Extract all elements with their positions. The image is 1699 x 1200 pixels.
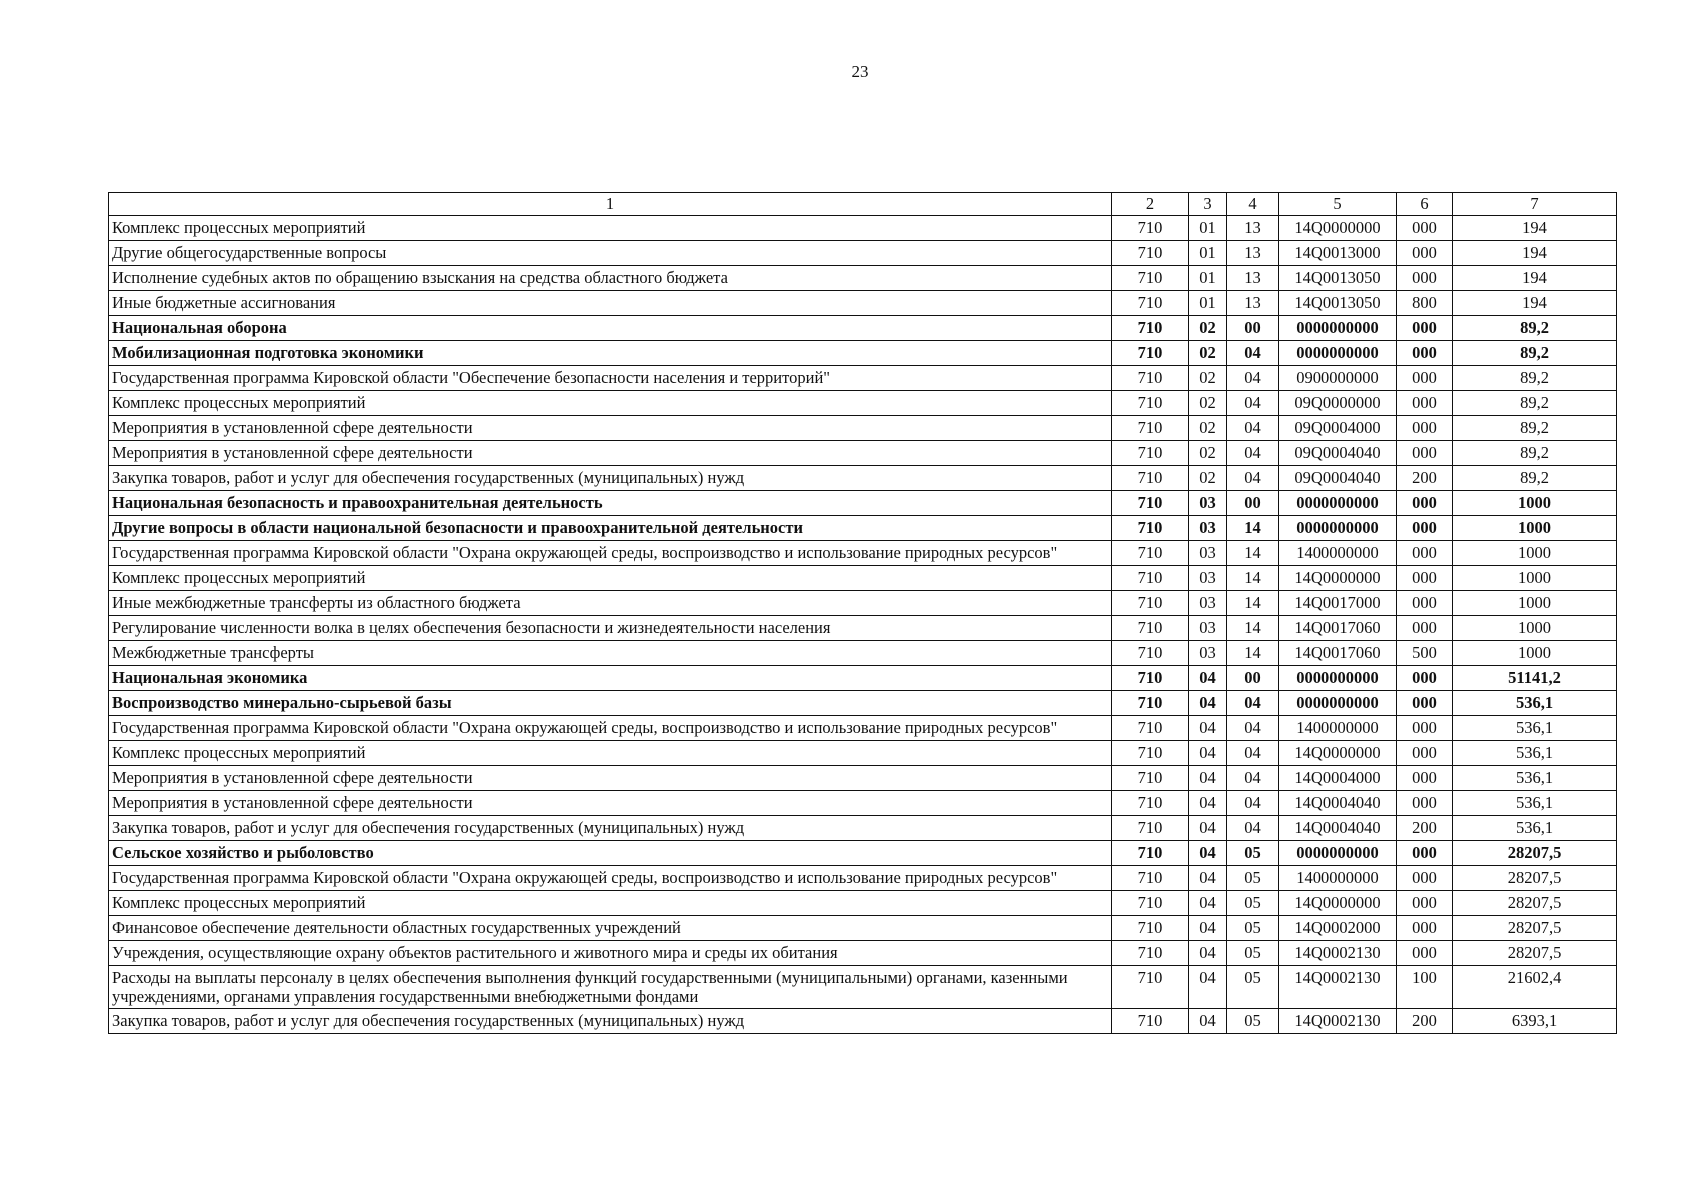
code-4-cell: 14	[1227, 566, 1279, 591]
amount-cell: 28207,5	[1453, 866, 1617, 891]
amount-cell: 194	[1453, 266, 1617, 291]
table-row	[109, 816, 1617, 841]
code-2-cell: 710	[1112, 316, 1189, 341]
table-row	[109, 241, 1617, 266]
code-5-cell: 09Q0004000	[1279, 416, 1397, 441]
code-6-cell: 200	[1397, 816, 1453, 841]
code-6-cell: 000	[1397, 891, 1453, 916]
code-2-cell: 710	[1112, 241, 1189, 266]
code-2-cell: 710	[1112, 366, 1189, 391]
column-header: 2	[1112, 193, 1189, 216]
code-6-cell: 000	[1397, 866, 1453, 891]
code-3-cell: 04	[1189, 941, 1227, 966]
row-name-cell: Государственная программа Кировской области "Обеспечение безопасности населения и территорий"	[109, 366, 1112, 391]
row-name-cell: Учреждения, осуществляющие охрану объектов растительного и животного мира и среды их обитания	[109, 941, 1112, 966]
code-4-cell: 13	[1227, 216, 1279, 241]
code-4-cell: 14	[1227, 616, 1279, 641]
code-2-cell: 710	[1112, 616, 1189, 641]
code-4-cell: 04	[1227, 341, 1279, 366]
code-6-cell: 000	[1397, 766, 1453, 791]
row-name-cell: Воспроизводство минерально-сырьевой базы	[109, 691, 1112, 716]
amount-cell: 28207,5	[1453, 916, 1617, 941]
amount-cell: 1000	[1453, 616, 1617, 641]
row-name-cell: Мероприятия в установленной сфере деятельности	[109, 766, 1112, 791]
code-3-cell: 03	[1189, 616, 1227, 641]
code-3-cell: 04	[1189, 766, 1227, 791]
code-2-cell: 710	[1112, 941, 1189, 966]
column-header: 5	[1279, 193, 1397, 216]
row-name-cell: Расходы на выплаты персоналу в целях обеспечения выполнения функций государственными (муниципальными) органами, казенными учреждениями, органами управления государственными внебюджетными фондами	[109, 966, 1112, 1009]
table-body	[109, 216, 1617, 1034]
table-row	[109, 391, 1617, 416]
code-5-cell: 14Q0013050	[1279, 291, 1397, 316]
code-4-cell: 04	[1227, 466, 1279, 491]
code-2-cell: 710	[1112, 641, 1189, 666]
code-5-cell: 09Q0004040	[1279, 466, 1397, 491]
code-2-cell: 710	[1112, 916, 1189, 941]
code-5-cell: 14Q0004040	[1279, 816, 1397, 841]
amount-cell: 536,1	[1453, 791, 1617, 816]
code-6-cell: 000	[1397, 541, 1453, 566]
amount-cell: 194	[1453, 291, 1617, 316]
page-number: 23	[851, 62, 869, 81]
code-6-cell: 000	[1397, 316, 1453, 341]
code-3-cell: 03	[1189, 491, 1227, 516]
code-3-cell: 04	[1189, 716, 1227, 741]
code-3-cell: 04	[1189, 741, 1227, 766]
code-2-cell: 710	[1112, 341, 1189, 366]
code-2-cell: 710	[1112, 391, 1189, 416]
code-4-cell: 13	[1227, 266, 1279, 291]
row-name-cell: Межбюджетные трансферты	[109, 641, 1112, 666]
code-5-cell: 14Q0013050	[1279, 266, 1397, 291]
code-3-cell: 04	[1189, 891, 1227, 916]
row-name-cell: Мероприятия в установленной сфере деятельности	[109, 441, 1112, 466]
amount-cell: 89,2	[1453, 366, 1617, 391]
code-4-cell: 00	[1227, 316, 1279, 341]
row-name-cell: Закупка товаров, работ и услуг для обеспечения государственных (муниципальных) нужд	[109, 466, 1112, 491]
code-2-cell: 710	[1112, 891, 1189, 916]
amount-cell: 1000	[1453, 591, 1617, 616]
code-4-cell: 04	[1227, 416, 1279, 441]
row-name-cell: Государственная программа Кировской области "Охрана окружающей среды, воспроизводство и использование природных ресурсов"	[109, 716, 1112, 741]
table-row	[109, 341, 1617, 366]
table-row	[109, 616, 1617, 641]
code-2-cell: 710	[1112, 716, 1189, 741]
row-name-cell: Закупка товаров, работ и услуг для обеспечения государственных (муниципальных) нужд	[109, 816, 1112, 841]
code-6-cell: 000	[1397, 616, 1453, 641]
code-3-cell: 03	[1189, 641, 1227, 666]
code-2-cell: 710	[1112, 291, 1189, 316]
code-5-cell: 14Q0017060	[1279, 616, 1397, 641]
code-4-cell: 14	[1227, 591, 1279, 616]
amount-cell: 1000	[1453, 516, 1617, 541]
code-4-cell: 04	[1227, 791, 1279, 816]
row-name-cell: Закупка товаров, работ и услуг для обеспечения государственных (муниципальных) нужд	[109, 1009, 1112, 1034]
row-name-cell: Национальная экономика	[109, 666, 1112, 691]
code-2-cell: 710	[1112, 791, 1189, 816]
amount-cell: 28207,5	[1453, 941, 1617, 966]
code-3-cell: 04	[1189, 691, 1227, 716]
code-4-cell: 14	[1227, 541, 1279, 566]
code-6-cell: 000	[1397, 391, 1453, 416]
table-row	[109, 1009, 1617, 1034]
code-6-cell: 000	[1397, 366, 1453, 391]
code-4-cell: 05	[1227, 866, 1279, 891]
amount-cell: 89,2	[1453, 316, 1617, 341]
amount-cell: 1000	[1453, 641, 1617, 666]
code-4-cell: 04	[1227, 691, 1279, 716]
amount-cell: 21602,4	[1453, 966, 1617, 1009]
code-2-cell: 710	[1112, 591, 1189, 616]
code-5-cell: 0000000000	[1279, 516, 1397, 541]
code-6-cell: 000	[1397, 591, 1453, 616]
table-row	[109, 541, 1617, 566]
code-6-cell: 000	[1397, 491, 1453, 516]
code-3-cell: 03	[1189, 541, 1227, 566]
code-5-cell: 14Q0017000	[1279, 591, 1397, 616]
code-5-cell: 14Q0002130	[1279, 1009, 1397, 1034]
table-row	[109, 716, 1617, 741]
code-6-cell: 200	[1397, 466, 1453, 491]
code-5-cell: 0000000000	[1279, 841, 1397, 866]
table-row	[109, 441, 1617, 466]
code-6-cell: 000	[1397, 716, 1453, 741]
code-6-cell: 000	[1397, 691, 1453, 716]
code-3-cell: 03	[1189, 591, 1227, 616]
table-row	[109, 366, 1617, 391]
code-5-cell: 14Q0004000	[1279, 766, 1397, 791]
amount-cell: 1000	[1453, 566, 1617, 591]
code-6-cell: 000	[1397, 741, 1453, 766]
table-row	[109, 841, 1617, 866]
table-row	[109, 216, 1617, 241]
row-name-cell: Иные межбюджетные трансферты из областного бюджета	[109, 591, 1112, 616]
table-row	[109, 891, 1617, 916]
table-header-row	[109, 193, 1617, 216]
table-row	[109, 566, 1617, 591]
amount-cell: 1000	[1453, 541, 1617, 566]
table-row	[109, 416, 1617, 441]
code-2-cell: 710	[1112, 841, 1189, 866]
code-4-cell: 05	[1227, 891, 1279, 916]
table-row	[109, 966, 1617, 1009]
column-header: 3	[1189, 193, 1227, 216]
amount-cell: 89,2	[1453, 416, 1617, 441]
code-6-cell: 000	[1397, 416, 1453, 441]
table-row	[109, 691, 1617, 716]
code-6-cell: 000	[1397, 516, 1453, 541]
code-5-cell: 14Q0017060	[1279, 641, 1397, 666]
code-3-cell: 04	[1189, 866, 1227, 891]
table-row	[109, 266, 1617, 291]
code-2-cell: 710	[1112, 216, 1189, 241]
row-name-cell: Исполнение судебных актов по обращению взыскания на средства областного бюджета	[109, 266, 1112, 291]
code-6-cell: 000	[1397, 916, 1453, 941]
amount-cell: 89,2	[1453, 441, 1617, 466]
code-6-cell: 000	[1397, 441, 1453, 466]
budget-table	[108, 192, 1617, 1034]
code-5-cell: 14Q0000000	[1279, 566, 1397, 591]
amount-cell: 28207,5	[1453, 841, 1617, 866]
amount-cell: 89,2	[1453, 466, 1617, 491]
amount-cell: 194	[1453, 241, 1617, 266]
code-5-cell: 1400000000	[1279, 716, 1397, 741]
code-4-cell: 04	[1227, 366, 1279, 391]
code-3-cell: 04	[1189, 966, 1227, 1009]
code-4-cell: 05	[1227, 841, 1279, 866]
row-name-cell: Национальная оборона	[109, 316, 1112, 341]
code-3-cell: 03	[1189, 516, 1227, 541]
code-2-cell: 710	[1112, 566, 1189, 591]
code-6-cell: 000	[1397, 841, 1453, 866]
code-2-cell: 710	[1112, 266, 1189, 291]
row-name-cell: Другие вопросы в области национальной безопасности и правоохранительной деятельности	[109, 516, 1112, 541]
code-5-cell: 0000000000	[1279, 691, 1397, 716]
code-5-cell: 0000000000	[1279, 666, 1397, 691]
row-name-cell: Финансовое обеспечение деятельности областных государственных учреждений	[109, 916, 1112, 941]
amount-cell: 1000	[1453, 491, 1617, 516]
row-name-cell: Сельское хозяйство и рыболовство	[109, 841, 1112, 866]
code-4-cell: 04	[1227, 741, 1279, 766]
code-5-cell: 0000000000	[1279, 341, 1397, 366]
code-6-cell: 500	[1397, 641, 1453, 666]
code-2-cell: 710	[1112, 441, 1189, 466]
code-3-cell: 04	[1189, 1009, 1227, 1034]
amount-cell: 536,1	[1453, 816, 1617, 841]
code-2-cell: 710	[1112, 741, 1189, 766]
code-6-cell: 800	[1397, 291, 1453, 316]
amount-cell: 89,2	[1453, 391, 1617, 416]
row-name-cell: Комплекс процессных мероприятий	[109, 566, 1112, 591]
code-6-cell: 200	[1397, 1009, 1453, 1034]
code-4-cell: 04	[1227, 441, 1279, 466]
code-5-cell: 0000000000	[1279, 316, 1397, 341]
amount-cell: 536,1	[1453, 741, 1617, 766]
code-5-cell: 09Q0000000	[1279, 391, 1397, 416]
code-4-cell: 13	[1227, 241, 1279, 266]
code-3-cell: 02	[1189, 341, 1227, 366]
code-5-cell: 14Q0000000	[1279, 741, 1397, 766]
column-header: 6	[1397, 193, 1453, 216]
amount-cell: 536,1	[1453, 716, 1617, 741]
table-row	[109, 466, 1617, 491]
code-3-cell: 02	[1189, 366, 1227, 391]
code-4-cell: 04	[1227, 716, 1279, 741]
row-name-cell: Мероприятия в установленной сфере деятельности	[109, 416, 1112, 441]
code-2-cell: 710	[1112, 966, 1189, 1009]
amount-cell: 28207,5	[1453, 891, 1617, 916]
code-4-cell: 14	[1227, 516, 1279, 541]
table-row	[109, 516, 1617, 541]
code-4-cell: 05	[1227, 1009, 1279, 1034]
row-name-cell: Иные бюджетные ассигнования	[109, 291, 1112, 316]
row-name-cell: Мобилизационная подготовка экономики	[109, 341, 1112, 366]
code-3-cell: 04	[1189, 791, 1227, 816]
code-5-cell: 1400000000	[1279, 541, 1397, 566]
table-row	[109, 666, 1617, 691]
code-5-cell: 14Q0000000	[1279, 891, 1397, 916]
code-3-cell: 02	[1189, 441, 1227, 466]
amount-cell: 89,2	[1453, 341, 1617, 366]
code-4-cell: 04	[1227, 766, 1279, 791]
code-2-cell: 710	[1112, 766, 1189, 791]
code-2-cell: 710	[1112, 666, 1189, 691]
table-row	[109, 491, 1617, 516]
row-name-cell: Комплекс процессных мероприятий	[109, 741, 1112, 766]
column-header: 7	[1453, 193, 1617, 216]
code-3-cell: 01	[1189, 266, 1227, 291]
code-6-cell: 000	[1397, 791, 1453, 816]
table-row	[109, 941, 1617, 966]
row-name-cell: Регулирование численности волка в целях обеспечения безопасности и жизнедеятельности населения	[109, 616, 1112, 641]
code-3-cell: 04	[1189, 841, 1227, 866]
code-3-cell: 04	[1189, 666, 1227, 691]
code-2-cell: 710	[1112, 866, 1189, 891]
code-5-cell: 14Q0004040	[1279, 791, 1397, 816]
amount-cell: 51141,2	[1453, 666, 1617, 691]
row-name-cell: Национальная безопасность и правоохранительная деятельность	[109, 491, 1112, 516]
table-row	[109, 641, 1617, 666]
code-6-cell: 000	[1397, 566, 1453, 591]
row-name-cell: Государственная программа Кировской области "Охрана окружающей среды, воспроизводство и использование природных ресурсов"	[109, 541, 1112, 566]
code-6-cell: 000	[1397, 241, 1453, 266]
code-5-cell: 0000000000	[1279, 491, 1397, 516]
column-header: 4	[1227, 193, 1279, 216]
code-5-cell: 1400000000	[1279, 866, 1397, 891]
table-row	[109, 741, 1617, 766]
table-row	[109, 316, 1617, 341]
row-name-cell: Государственная программа Кировской области "Охрана окружающей среды, воспроизводство и использование природных ресурсов"	[109, 866, 1112, 891]
code-3-cell: 03	[1189, 566, 1227, 591]
code-2-cell: 710	[1112, 1009, 1189, 1034]
table-row	[109, 591, 1617, 616]
code-6-cell: 000	[1397, 341, 1453, 366]
code-6-cell: 100	[1397, 966, 1453, 1009]
code-4-cell: 05	[1227, 966, 1279, 1009]
code-3-cell: 02	[1189, 391, 1227, 416]
code-2-cell: 710	[1112, 466, 1189, 491]
code-5-cell: 14Q0002000	[1279, 916, 1397, 941]
table-row	[109, 866, 1617, 891]
code-3-cell: 01	[1189, 241, 1227, 266]
code-3-cell: 02	[1189, 416, 1227, 441]
code-5-cell: 14Q0000000	[1279, 216, 1397, 241]
code-3-cell: 04	[1189, 816, 1227, 841]
amount-cell: 6393,1	[1453, 1009, 1617, 1034]
row-name-cell: Другие общегосударственные вопросы	[109, 241, 1112, 266]
code-3-cell: 02	[1189, 466, 1227, 491]
table-row	[109, 766, 1617, 791]
code-4-cell: 05	[1227, 941, 1279, 966]
table-row	[109, 291, 1617, 316]
code-5-cell: 14Q0002130	[1279, 966, 1397, 1009]
row-name-cell: Мероприятия в установленной сфере деятельности	[109, 791, 1112, 816]
table-row	[109, 791, 1617, 816]
code-6-cell: 000	[1397, 941, 1453, 966]
code-5-cell: 14Q0013000	[1279, 241, 1397, 266]
column-header: 1	[109, 193, 1112, 216]
code-4-cell: 04	[1227, 816, 1279, 841]
code-2-cell: 710	[1112, 416, 1189, 441]
code-3-cell: 02	[1189, 316, 1227, 341]
code-5-cell: 0900000000	[1279, 366, 1397, 391]
code-6-cell: 000	[1397, 666, 1453, 691]
code-3-cell: 01	[1189, 291, 1227, 316]
amount-cell: 536,1	[1453, 766, 1617, 791]
row-name-cell: Комплекс процессных мероприятий	[109, 216, 1112, 241]
code-5-cell: 09Q0004040	[1279, 441, 1397, 466]
code-6-cell: 000	[1397, 216, 1453, 241]
code-6-cell: 000	[1397, 266, 1453, 291]
code-4-cell: 00	[1227, 491, 1279, 516]
code-2-cell: 710	[1112, 541, 1189, 566]
row-name-cell: Комплекс процессных мероприятий	[109, 891, 1112, 916]
code-2-cell: 710	[1112, 816, 1189, 841]
code-4-cell: 05	[1227, 916, 1279, 941]
code-4-cell: 04	[1227, 391, 1279, 416]
code-4-cell: 14	[1227, 641, 1279, 666]
code-2-cell: 710	[1112, 516, 1189, 541]
amount-cell: 536,1	[1453, 691, 1617, 716]
code-5-cell: 14Q0002130	[1279, 941, 1397, 966]
table-row	[109, 916, 1617, 941]
code-4-cell: 00	[1227, 666, 1279, 691]
amount-cell: 194	[1453, 216, 1617, 241]
row-name-cell: Комплекс процессных мероприятий	[109, 391, 1112, 416]
code-3-cell: 01	[1189, 216, 1227, 241]
code-2-cell: 710	[1112, 691, 1189, 716]
code-4-cell: 13	[1227, 291, 1279, 316]
code-2-cell: 710	[1112, 491, 1189, 516]
code-3-cell: 04	[1189, 916, 1227, 941]
